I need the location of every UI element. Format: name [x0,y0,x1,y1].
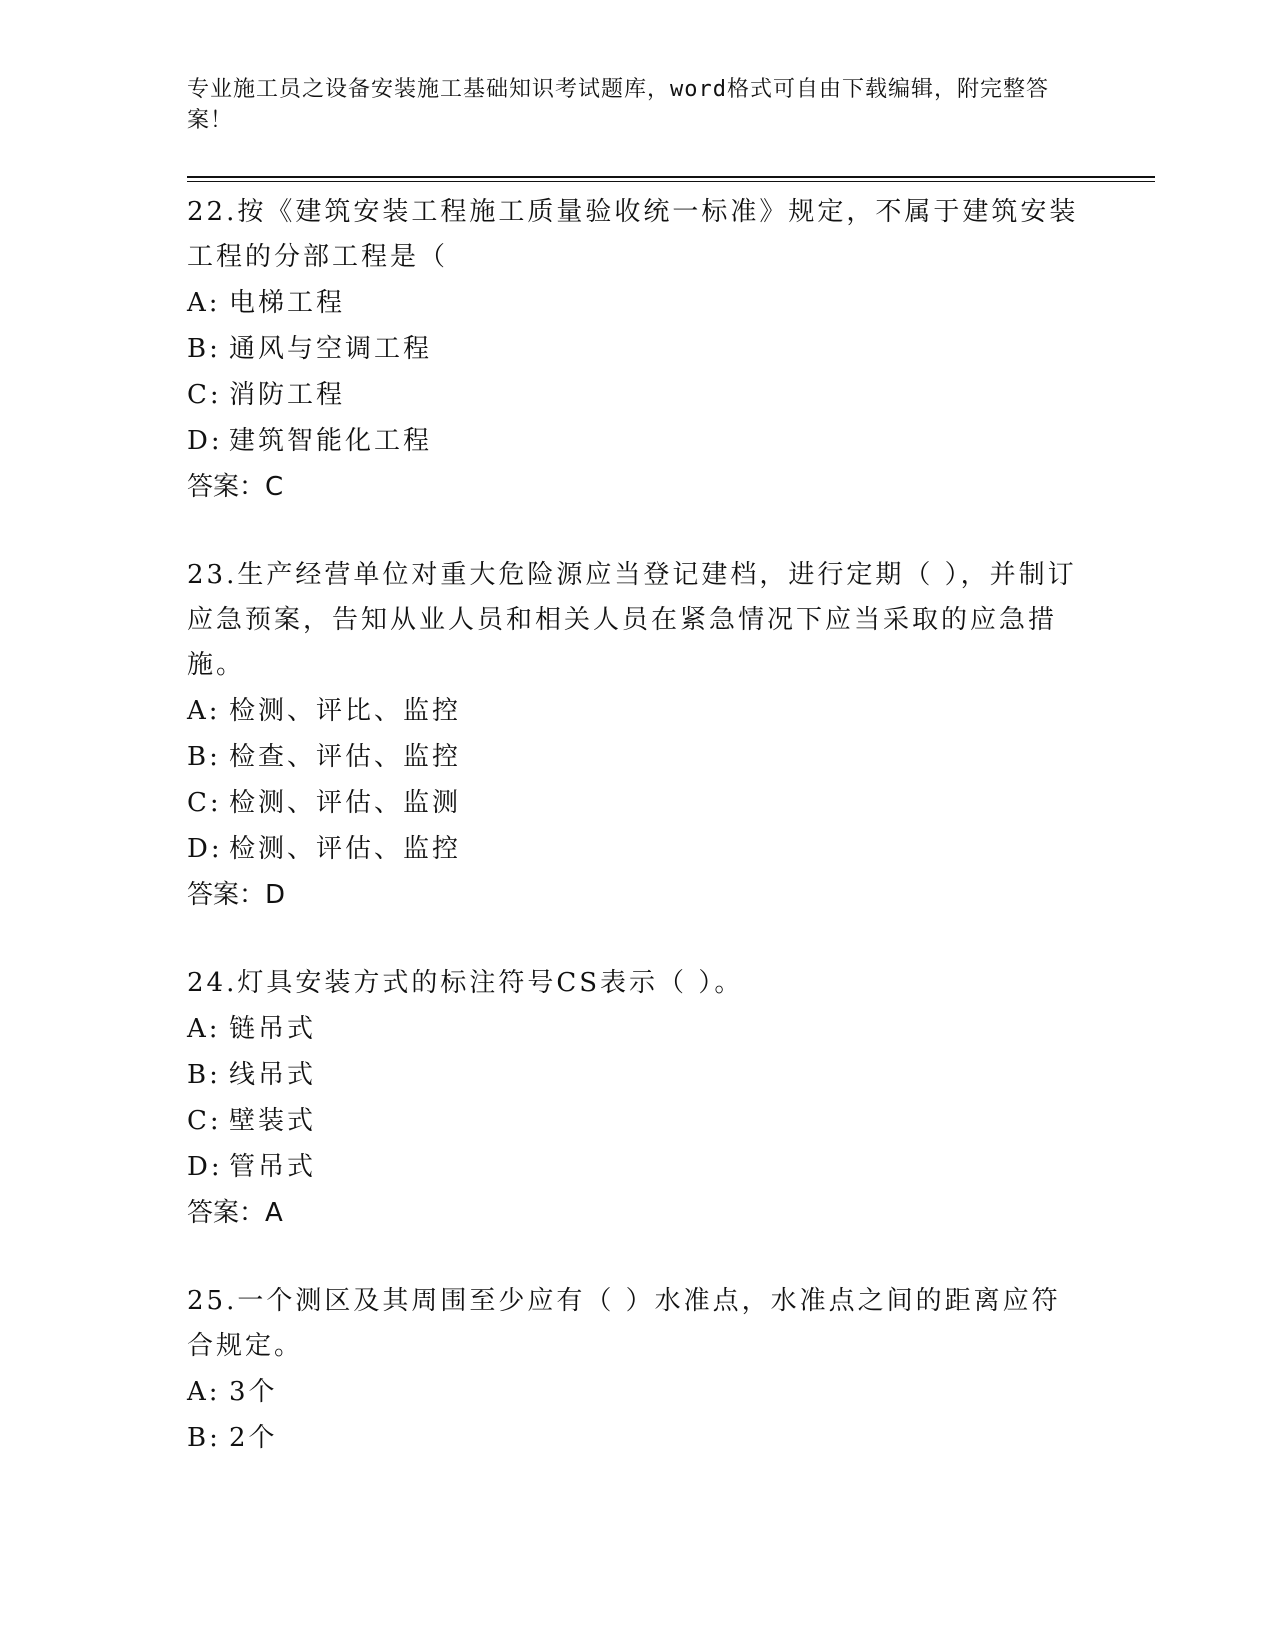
question-23 [187,553,1087,918]
answer-line: 答案：C [187,472,284,502]
option-b [187,1415,1087,1461]
option-key: B: [187,742,221,772]
option-text: 检测、评比、监控 [229,696,462,726]
option-text: 壁装式 [229,1106,317,1136]
question-stem: 23.生产经营单位对重大危险源应当登记建档，进行定期（ ），并制订应急预案，告知从业人员和相关人员在紧急情况下应当采取的应急措施。 [187,560,1077,680]
question-list [187,190,1087,1504]
header-divider-thick [187,176,1155,178]
option-a [187,688,1087,734]
question-22 [187,190,1087,510]
option-key: C: [187,788,222,818]
option-a [187,280,1087,326]
header-divider-thin [187,181,1155,182]
question-25 [187,1279,1087,1461]
option-key: C: [187,1106,222,1136]
option-text: 建筑智能化工程 [229,426,433,456]
option-text: 3个 [229,1377,278,1407]
option-key: C: [187,380,222,410]
document-header: 专业施工员之设备安装施工基础知识考试题库，word格式可自由下载编辑，附完整答案！ [187,77,1049,133]
question-24 [187,961,1087,1236]
option-text: 线吊式 [229,1060,317,1090]
option-d [187,418,1087,464]
option-key: B: [187,1423,221,1453]
option-key: B: [187,334,221,364]
option-d [187,826,1087,872]
option-text: 通风与空调工程 [229,334,433,364]
option-text: 检测、评估、监控 [229,834,462,864]
question-stem: 22.按《建筑安装工程施工质量验收统一标准》规定，不属于建筑安装工程的分部工程是（ [187,197,1079,272]
option-b [187,734,1087,780]
option-key: B: [187,1060,221,1090]
question-stem: 25.一个测区及其周围至少应有（ ）水准点，水准点之间的距离应符合规定。 [187,1286,1061,1361]
option-key: D: [187,1152,223,1182]
option-key: A: [187,1377,221,1407]
option-c [187,780,1087,826]
answer-line: 答案：A [187,1198,283,1228]
option-key: A: [187,1014,221,1044]
option-text: 检查、评估、监控 [229,742,462,772]
option-b [187,326,1087,372]
option-text: 2个 [229,1423,278,1453]
option-text: 检测、评估、监测 [229,788,462,818]
question-stem: 24.灯具安装方式的标注符号CS表示（ ）。 [187,968,744,998]
option-b [187,1052,1087,1098]
option-text: 链吊式 [229,1014,317,1044]
option-text: 电梯工程 [229,288,346,318]
option-a [187,1006,1087,1052]
option-text: 消防工程 [229,380,346,410]
option-key: A: [187,696,221,726]
answer-line: 答案：D [187,880,286,910]
option-c [187,1098,1087,1144]
option-d [187,1144,1087,1190]
option-a [187,1369,1087,1415]
option-key: A: [187,288,221,318]
option-key: D: [187,834,223,864]
option-key: D: [187,426,223,456]
option-text: 管吊式 [229,1152,317,1182]
option-c [187,372,1087,418]
